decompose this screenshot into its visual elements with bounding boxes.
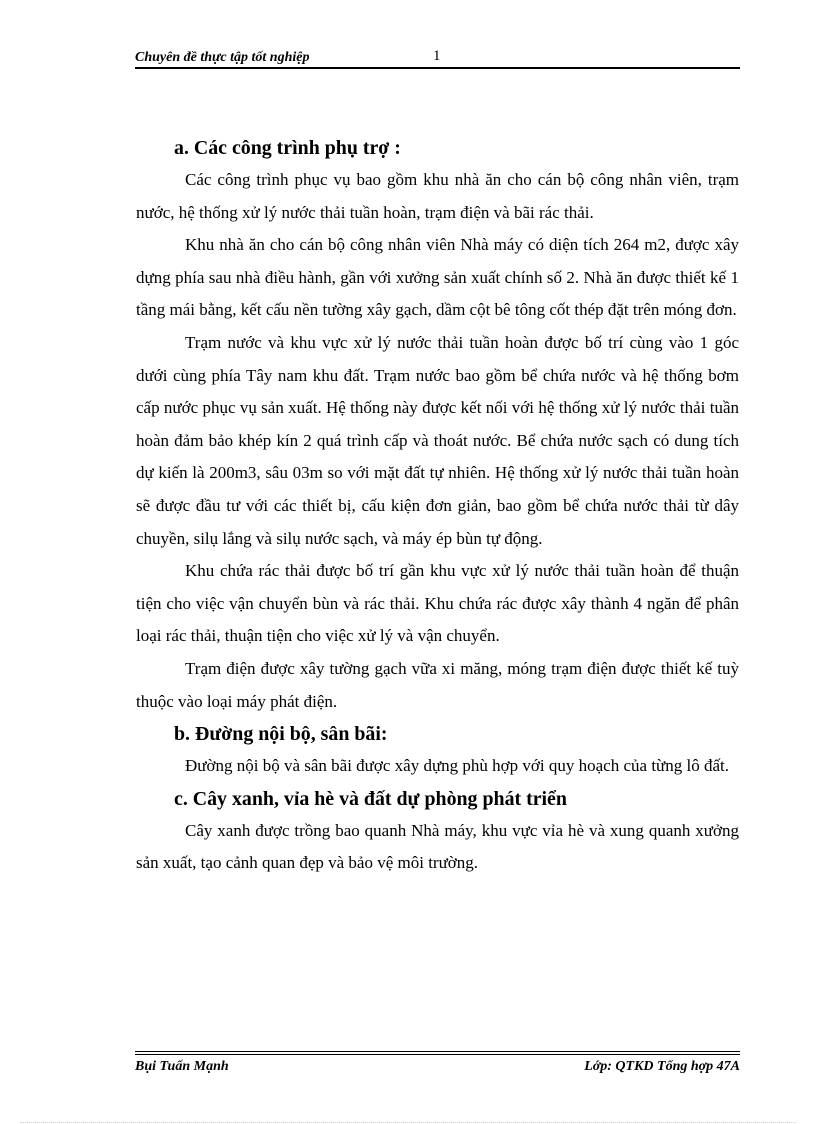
section-heading-b: b. Đường nội bộ, sân bãi: bbox=[174, 723, 388, 746]
section-heading-a: a. Các công trình phụ trợ : bbox=[174, 137, 401, 159]
paragraph: Cây xanh được trồng bao quanh Nhà máy, khu vực vỉa hè và xung quanh xưởng sản xuất, tạo cảnh quan đẹp và bảo vệ môi trường. bbox=[136, 820, 739, 873]
footer-rule-double bbox=[135, 1054, 740, 1055]
paragraph: Trạm điện được xây tường gạch vữa xi măng, móng trạm điện được thiết kế tuỳ thuộc vào loại máy phát điện. bbox=[136, 658, 739, 711]
footer-rule bbox=[135, 1051, 740, 1052]
document-title: Chuyên đề thực tập tốt nghiệp bbox=[135, 50, 310, 65]
page-footer bbox=[135, 1057, 740, 1079]
section-heading-c: c. Cây xanh, vỉa hè và đất dự phòng phát triển bbox=[174, 787, 567, 810]
page-header bbox=[135, 48, 740, 68]
class-label: Lớp: QTKD Tổng hợp 47A bbox=[584, 1059, 740, 1074]
author-name: Bụi Tuấn Mạnh bbox=[135, 1059, 229, 1074]
paragraph: Khu nhà ăn cho cán bộ công nhân viên Nhà máy có diện tích 264 m2, được xây dựng phía sau nhà điều hành, gần với xưởng sản xuất chính số 2. Nhà ăn được thiết kế 1 tầng mái bằng, kết cấu nền tường xây gạch, dầm cột bê tông cốt thép đặt trên móng đơn. bbox=[136, 235, 739, 320]
paragraph: Khu chứa rác thải được bố trí gần khu vực xử lý nước thải tuần hoàn để thuận tiện cho việc vận chuyển bùn và rác thải. Khu chứa rác được xây thành 4 ngăn để phân loại rác thải, thuận tiện cho việc xử lý và vận chuyển. bbox=[136, 561, 739, 646]
page-body bbox=[136, 132, 739, 880]
header-rule bbox=[135, 67, 740, 69]
paragraph: Đường nội bộ và sân bãi được xây dựng phù hợp với quy hoạch của từng lô đất. bbox=[185, 756, 729, 776]
paragraph: Các công trình phục vụ bao gồm khu nhà ăn cho cán bộ công nhân viên, trạm nước, hệ thống xử lý nước thải tuần hoàn, trạm điện và bãi rác thải. bbox=[136, 170, 739, 222]
paragraph: Trạm nước và khu vực xử lý nước thải tuần hoàn được bố trí cùng vào 1 góc dưới cùng phía Tây nam khu đất. Trạm nước bao gồm bể chứa nước và hệ thống bơm cấp nước phục vụ sản xuất. Hệ thống này được kết nối với hệ thống xử lý nước thải tuần hoàn đảm bảo khép kín 2 quá trình cấp và thoát nước. Bể chứa nước sạch có dung tích dự kiến là 200m3, sâu 03m so với mặt đất tự nhiên. Hệ thống xử lý nước thải tuần hoàn sẽ được đầu tư với các thiết bị, cấu kiện đơn giản, bao gồm bể chứa nước thải từ dây chuyền, silụ lắng và silụ nước sạch, và máy ép bùn tự động. bbox=[136, 332, 739, 548]
page-number: 1 bbox=[433, 48, 441, 64]
